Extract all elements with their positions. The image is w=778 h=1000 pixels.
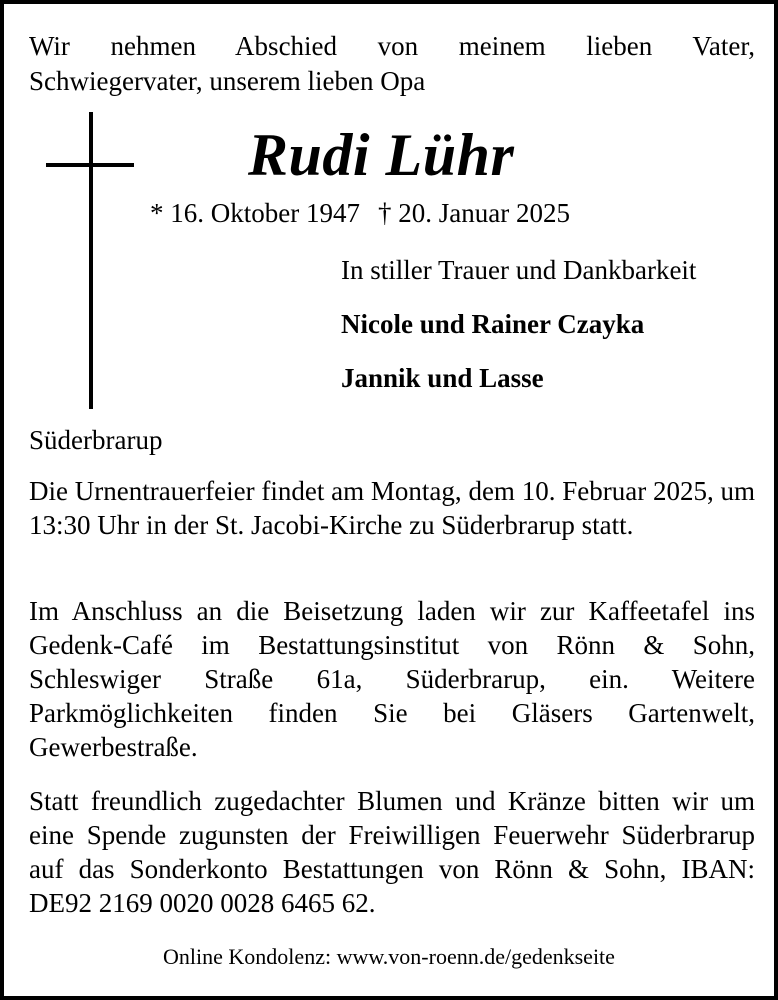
reception-paragraph: Im Anschluss an die Beisetzung laden wir zur Kaffeetafel ins Gedenk-Café im Bestattungsinstitut von Rönn & Sohn, Schleswiger Straße 61a, Süderbrarup, ein. Weitere Parkmöglichkeiten finden Sie bei Gläsers Gartenwelt, Gewerbestraße.: [29, 596, 755, 762]
death-date: † 20. Januar 2025: [377, 198, 570, 228]
online-condolence-line: Online Kondolenz: www.von-roenn.de/gedenkseite: [163, 944, 615, 969]
intro-line-2: Schwiegervater, unserem lieben Opa: [29, 66, 426, 96]
ceremony-paragraph: Die Urnentrauerfeier findet am Montag, dem 10. Februar 2025, um 13:30 Uhr in der St. Jacobi-Kirche zu Süderbrarup statt.: [29, 476, 755, 540]
life-dates: [150, 196, 570, 230]
cross-horizontal-bar: [46, 163, 134, 167]
birth-date: * 16. Oktober 1947: [150, 198, 360, 228]
deceased-name: Rudi Lühr: [248, 122, 515, 188]
donation-paragraph: Statt freundlich zugedachter Blumen und Kränze bitten wir um eine Spende zugunsten der Freiwilligen Feuerwehr Süderbrarup auf das Sonderkonto Bestattungen von Rönn & Sohn, IBAN: DE92 2169 0020 0028 6465 62.: [29, 786, 755, 918]
intro-line-1: Wir nehmen Abschied von meinem lieben Vater,: [29, 31, 755, 61]
place-name: Süderbrarup: [29, 425, 163, 455]
obituary-notice: [4, 4, 774, 996]
family-names-2: Jannik und Lasse: [341, 363, 544, 393]
cross-vertical-bar: [89, 112, 93, 409]
mourning-line: In stiller Trauer und Dankbarkeit: [341, 255, 697, 285]
family-names-1: Nicole und Rainer Czayka: [341, 309, 645, 339]
